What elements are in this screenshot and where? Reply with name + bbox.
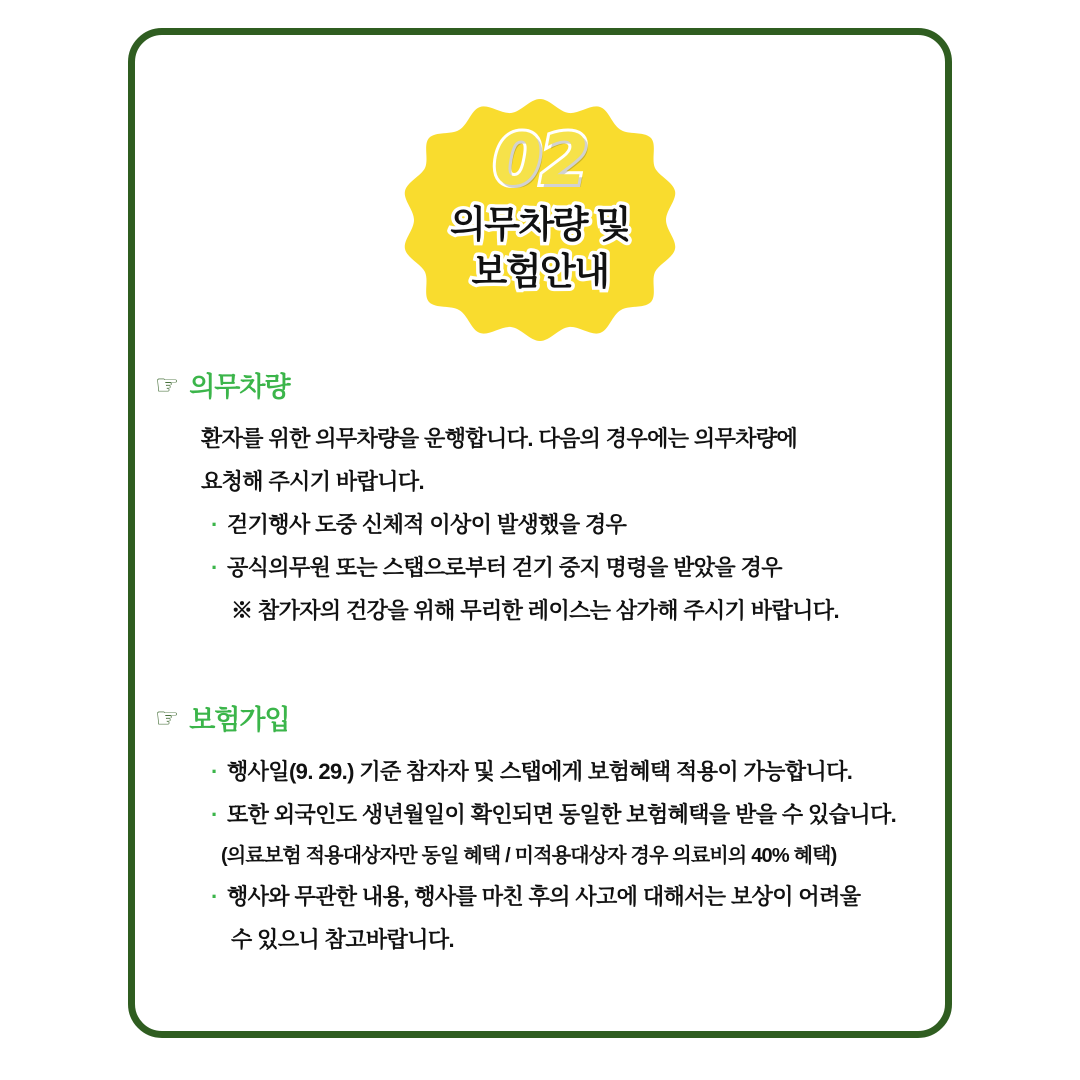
- section-paragraph-line: 요청해 주시기 바랍니다.: [201, 468, 425, 494]
- list-item-label: 행사와 무관한 내용, 행사를 마친 후의 사고에 대해서는 보상이 어려울: [227, 884, 861, 910]
- list-item: [211, 751, 925, 794]
- section-heading: [155, 698, 925, 737]
- section-bullet-list-last: [211, 876, 925, 919]
- section-badge: [390, 95, 690, 367]
- badge-title-line1: 의무차량 및: [450, 204, 630, 245]
- pointing-hand-icon: ☞: [155, 703, 180, 735]
- section-bullet-list: [211, 751, 925, 837]
- section-note: ※ 참가자의 건강을 위해 무리한 레이스는 삼가해 주시기 바랍니다.: [231, 597, 839, 623]
- body-content: [135, 365, 959, 970]
- bullet-dot-icon: ·: [211, 802, 218, 828]
- list-item: [211, 547, 925, 590]
- section-bullet-continuation: 수 있으니 참고바랍니다.: [231, 927, 455, 953]
- list-item: [211, 504, 925, 547]
- list-item-label: 또한 외국인도 생년월일이 확인되면 동일한 보험혜택을 받을 수 있습니다.: [227, 802, 897, 828]
- list-item-label: 공식의무원 또는 스탭으로부터 걷기 중지 명령을 받았을 경우: [227, 554, 782, 580]
- bullet-dot-icon: ·: [211, 884, 218, 910]
- badge-title-line2: 보험안내: [471, 251, 609, 293]
- bullet-dot-icon: ·: [211, 759, 218, 785]
- badge-number: 02: [493, 119, 587, 201]
- bullet-dot-icon: ·: [211, 511, 218, 537]
- content-card: [128, 28, 952, 1038]
- list-item-label: 걷기행사 도중 신체적 이상이 발생했을 경우: [227, 511, 627, 537]
- section-sub-note: (의료보험 적용대상자만 동일 혜택 / 미적용대상자 경우 의료비의 40% 혜택): [221, 845, 837, 868]
- section-bullet-list: [211, 504, 925, 590]
- section-heading: [155, 365, 925, 404]
- section-title: 의무차량: [189, 372, 290, 402]
- bullet-dot-icon: ·: [211, 554, 218, 580]
- section-insurance: [155, 698, 925, 962]
- list-item: [211, 876, 925, 919]
- list-item-label: 행사일(9. 29.) 기준 참자자 및 스탭에게 보험혜택 적용이 가능합니다.: [227, 759, 853, 785]
- section-paragraph-line: 환자를 위한 의무차량을 운행합니다. 다음의 경우에는 의무차량에: [201, 426, 798, 451]
- list-item: [211, 794, 925, 837]
- section-title: 보험가입: [189, 705, 290, 736]
- badge-text-group: [390, 95, 690, 367]
- section-medical-vehicle: [155, 365, 925, 632]
- pointing-hand-icon: ☞: [155, 370, 180, 401]
